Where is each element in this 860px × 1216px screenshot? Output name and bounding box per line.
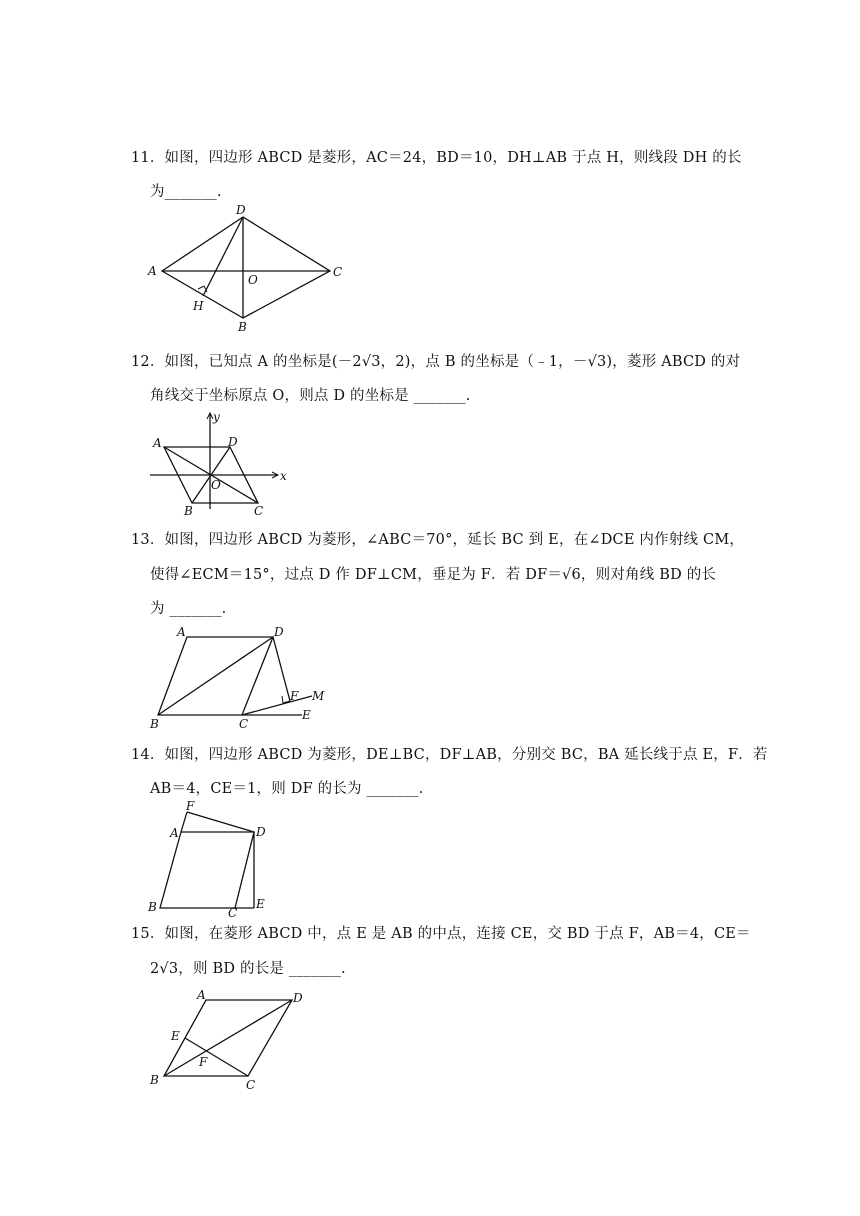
label-b: B: [184, 504, 193, 518]
label-c: C: [246, 1078, 256, 1092]
label-a: A: [148, 264, 157, 278]
extension-af: [181, 812, 187, 832]
question-text-line: 为 _______.: [150, 601, 227, 617]
segment-dh: [203, 217, 243, 296]
question-text-line: 2√3，则 BD 的长是 _______.: [150, 961, 346, 977]
label-a: A: [153, 436, 162, 450]
rhombus-abcd: [160, 832, 254, 908]
label-b: B: [238, 320, 247, 334]
label-f: F: [199, 1055, 208, 1069]
label-d: D: [228, 435, 238, 449]
rhombus-perpendicular-diagram: [140, 797, 280, 919]
label-b: B: [150, 1073, 159, 1087]
label-x: x: [280, 469, 287, 483]
question-text-line: 使得∠ECM＝15°，过点 D 作 DF⊥CM，垂足为 F．若 DF＝√6，则对角线 BD 的长: [150, 567, 717, 583]
label-b: B: [148, 900, 157, 914]
label-h: H: [193, 299, 204, 313]
question-text-line: 14．如图，四边形 ABCD 为菱形，DE⊥BC，DF⊥AB，分别交 BC，BA 延长线于点 E，F．若: [131, 747, 768, 763]
label-o: O: [248, 273, 258, 287]
segment-ce: [185, 1038, 248, 1076]
question-text-line: 13．如图，四边形 ABCD 为菱形，∠ABC＝70°，延长 BC 到 E，在∠DCE 内作射线 CM，: [131, 532, 745, 548]
question-text-line: 12．如图，已知点 A 的坐标是(－2√3，2)，点 B 的坐标是（﹣1，－√3)，菱形 ABCD 的对: [131, 354, 741, 370]
diagonal-bd: [158, 637, 273, 715]
rhombus-diagram: [140, 200, 360, 340]
label-o: O: [211, 478, 221, 492]
question-text-line: 15．如图，在菱形 ABCD 中，点 E 是 AB 的中点，连接 CE，交 BD 于点 F，AB＝4，CE＝: [131, 926, 751, 942]
question-text-line: 11．如图，四边形 ABCD 是菱形，AC＝24，BD＝10，DH⊥AB 于点 H，则线段 DH 的长: [131, 150, 742, 166]
label-a: A: [177, 625, 186, 639]
label-a: A: [197, 988, 206, 1002]
question-text-line: 为_______.: [150, 184, 222, 200]
rhombus-abcd: [162, 217, 330, 318]
segment-df: [187, 812, 254, 832]
label-a: A: [170, 826, 179, 840]
label-c: C: [254, 504, 264, 518]
label-e: E: [256, 897, 265, 911]
label-d: D: [236, 203, 246, 217]
label-c: C: [333, 265, 343, 279]
label-m: M: [312, 689, 325, 703]
label-f: F: [290, 689, 299, 703]
label-d: D: [293, 991, 303, 1005]
segment-df: [273, 637, 290, 701]
label-b: B: [150, 717, 159, 731]
label-e: E: [171, 1029, 180, 1043]
question-text-line: 角线交于坐标原点 O，则点 D 的坐标是 _______.: [150, 388, 471, 404]
rhombus-ray-diagram: [140, 622, 350, 732]
label-d: D: [274, 625, 284, 639]
question-text-line: AB＝4，CE＝1，则 DF 的长为 _______.: [150, 781, 424, 797]
label-c: C: [239, 717, 249, 731]
label-e: E: [302, 708, 311, 722]
label-d: D: [256, 825, 266, 839]
label-y: y: [213, 410, 220, 424]
label-f: F: [186, 799, 195, 813]
label-c: C: [228, 906, 238, 920]
coordinate-rhombus-diagram: [140, 405, 300, 517]
rhombus-midpoint-diagram: [140, 982, 320, 1094]
